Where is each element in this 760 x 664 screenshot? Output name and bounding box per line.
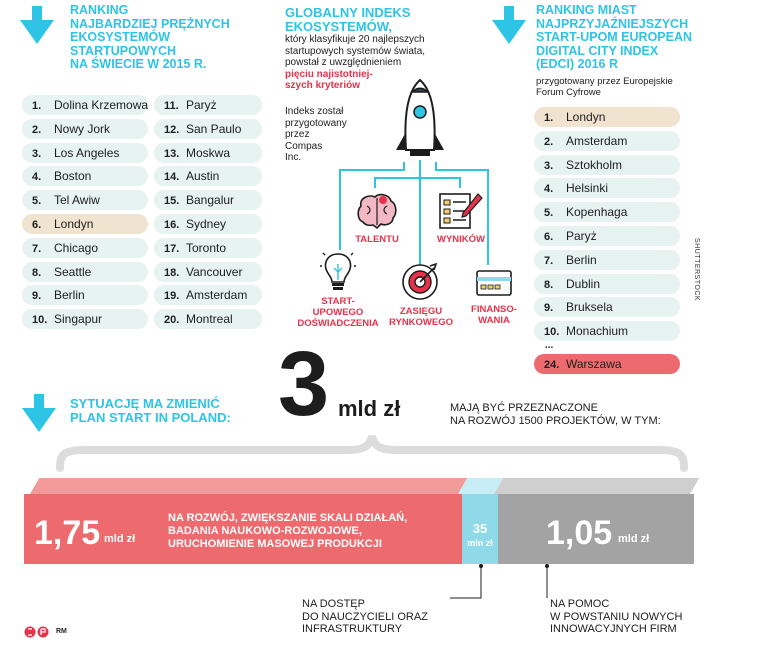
bar1-value: 1,75: [34, 514, 101, 552]
ranking-number: 4.: [544, 183, 554, 196]
ranking-number: 3.: [32, 147, 42, 160]
ranking-city: Monachium: [566, 324, 629, 339]
ranking-city: Londyn: [566, 110, 606, 124]
ranking-row: [154, 143, 262, 163]
ranking-number: 1.: [32, 100, 42, 112]
ranking-number: 6.: [32, 219, 42, 231]
left-ranking-title: RANKING NAJBARDZIEJ PRĘŻNYCH EKOSYSTEMÓW STARTUPOWYCH NA ŚWIECIE W 2015 R.: [70, 3, 230, 71]
ranking-number: 7.: [32, 242, 42, 255]
ranking-city: San Paulo: [186, 121, 242, 136]
ranking-city: Montreal: [186, 312, 233, 327]
ranking-city: Singapur: [54, 312, 103, 327]
ranking-number: 13.: [164, 147, 180, 160]
ranking-row: [534, 131, 680, 151]
criterion-market: ZASIĘGU RYNKOWEGO: [388, 306, 454, 328]
ranking-number: 3.: [544, 159, 554, 172]
ranking-row: [154, 285, 262, 305]
bottom-title: SYTUACJĘ MA ZMIENIĆ PLAN START IN POLAND:: [70, 396, 231, 425]
bar2-value: 35: [472, 521, 488, 536]
ranking-city: Seattle: [54, 264, 92, 279]
ranking-city: Sydney: [186, 217, 227, 231]
ranking-city: Berlin: [566, 252, 597, 267]
right-ranking-title: RANKING MIAST NAJPRZYJAŹNIEJSZYCH START-UPOM EUROPEAN DIGITAL CITY INDEX (EDCI) 2016 R: [536, 3, 693, 71]
ranking-number: 8.: [32, 266, 42, 279]
bar2-unit: mln zł: [467, 538, 493, 548]
ranking-row: [22, 285, 148, 305]
criterion-finance: FINANSO- WANIA: [471, 304, 517, 326]
ranking-row: [534, 250, 680, 270]
ranking-number: 5.: [32, 195, 42, 208]
ranking-city: Helsinki: [566, 181, 609, 196]
ranking-city: Moskwa: [186, 145, 231, 160]
ranking-number: 19.: [164, 290, 180, 303]
bar3-unit: mld zł: [618, 533, 650, 545]
ranking-city: Londyn: [54, 217, 94, 231]
ranking-city: Berlin: [54, 288, 85, 303]
ranking-row: [22, 95, 148, 115]
ranking-row: [22, 262, 148, 282]
arrow-down-icon: [22, 394, 56, 432]
criterion-experience: START- UPOWEGO DOŚWIADCZENIA: [297, 296, 379, 329]
note-infrastructure: NA DOSTĘP DO NAUCZYCIELI ORAZ INFRASTRUKTURY: [302, 598, 428, 635]
ranking-row-poland: 24. Warszawa: [534, 354, 680, 374]
ranking-number: 1.: [544, 112, 554, 124]
ranking-row: [22, 166, 148, 186]
bar-top-edge: [24, 472, 694, 494]
ranking-row: [534, 155, 680, 175]
ranking-number: 16.: [164, 219, 180, 231]
ranking-number: 10.: [32, 314, 48, 327]
target-icon: [400, 262, 440, 302]
ranking-row: [22, 238, 148, 258]
middle-prepared-by: Indeks został przygotowany przez Compas Inc.: [285, 106, 347, 163]
ranking-row: [534, 321, 680, 341]
ranking-city: Bangalur: [186, 193, 235, 208]
bar1-unit: mld zł: [104, 533, 136, 545]
ranking-row: [534, 202, 680, 222]
brace-shape: [56, 432, 688, 472]
middle-title: GLOBALNY INDEKS EKOSYSTEMÓW,: [285, 5, 411, 34]
photo-credit: SHUTTERSTOCK: [693, 238, 700, 302]
ranking-row: [22, 190, 148, 210]
ranking-row: [154, 262, 262, 282]
ranking-number: 10.: [544, 326, 560, 339]
ranking-city: Sztokholm: [566, 157, 623, 172]
criterion-results: WYNIKÓW: [436, 234, 486, 245]
ranking-row: [154, 238, 262, 258]
ranking-city: Dolina Krzemowa: [54, 98, 149, 112]
author-initials: RM: [56, 628, 67, 635]
ranking-city: Los Angeles: [54, 145, 120, 160]
lightbulb-icon: [320, 250, 356, 294]
ranking-number: 6.: [544, 231, 554, 243]
ranking-city: Amsterdam: [186, 288, 248, 303]
ranking-number: 8.: [544, 278, 554, 291]
ranking-row: [534, 178, 680, 198]
ranking-number: 11.: [164, 100, 179, 112]
ranking-row: [22, 309, 148, 329]
right-ranking-subtitle: przygotowany przez Europejskie Forum Cyfrowe: [536, 76, 673, 98]
middle-description: który klasyfikuje 20 najlepszych startupowych systemów świata, powstał z uwzględnieniem pięciu najistotniej- szych kryteriów: [285, 34, 426, 91]
ranking-number: 2.: [544, 135, 554, 148]
ranking-row: [154, 95, 262, 115]
brain-icon: [355, 192, 399, 230]
ranking-number: 4.: [32, 171, 42, 184]
ranking-row: [22, 119, 148, 139]
checklist-icon: [438, 190, 484, 230]
bar3-value: 1,05: [546, 514, 613, 552]
ranking-row: [154, 214, 262, 234]
ranking-city: Paryż: [566, 229, 597, 243]
ranking-number: 14.: [164, 171, 180, 184]
note-innovation: NA POMOC W POWSTANIU NOWYCH INNOWACYJNYCH FIRM: [550, 598, 683, 635]
criterion-talent: TALENTU: [355, 234, 399, 245]
ranking-number: 18.: [164, 266, 180, 279]
ranking-row: [534, 226, 680, 246]
ranking-ellipsis: ...: [545, 340, 554, 351]
ranking-number: 2.: [32, 123, 42, 136]
ranking-row: [154, 309, 262, 329]
ranking-city: Austin: [186, 169, 220, 184]
ranking-number: 15.: [164, 195, 180, 208]
ranking-row: [22, 143, 148, 163]
ranking-city: Bruksela: [566, 300, 613, 315]
ranking-city: Toronto: [186, 240, 227, 255]
total-amount-number: 3: [278, 333, 330, 435]
ranking-row: [534, 107, 680, 127]
ranking-row: [22, 214, 148, 234]
ranking-city: Tel Awiw: [54, 193, 100, 208]
ranking-row: [154, 190, 262, 210]
arrow-down-icon: [492, 6, 526, 44]
ranking-number: 17.: [164, 242, 180, 255]
ranking-row: [534, 297, 680, 317]
ranking-row: [534, 274, 680, 294]
ranking-city: Dublin: [566, 276, 601, 291]
total-amount-description: MAJĄ BYĆ PRZEZNACZONE NA ROZWÓJ 1500 PROJEKTÓW, W TYM:: [450, 402, 661, 427]
ranking-row: [154, 119, 262, 139]
ranking-number: 20.: [164, 314, 180, 327]
total-amount-unit: mld zł: [338, 396, 401, 421]
ranking-city: Kopenhaga: [566, 205, 628, 220]
ranking-city: Vancouver: [186, 264, 243, 279]
arrow-down-icon: [20, 6, 54, 44]
ranking-city: Chicago: [54, 240, 99, 255]
ranking-number: 7.: [544, 254, 554, 267]
ranking-number: 5.: [544, 207, 554, 220]
ranking-city: Boston: [54, 169, 92, 184]
ranking-number: 9.: [544, 302, 554, 315]
ranking-number: 12.: [164, 123, 180, 136]
ranking-city: Nowy Jork: [54, 121, 111, 136]
publisher-logo-icon: [24, 626, 50, 638]
ranking-number: 9.: [32, 290, 42, 303]
bar1-description: NA ROZWÓJ, ZWIĘKSZANIE SKALI DZIAŁAŃ, BADANIA NAUKOWO-ROZWOJOWE, URUCHOMIENIE MASOWEJ PRODUKCJI: [168, 512, 408, 550]
credit-card-icon: [476, 270, 512, 296]
ranking-row: [154, 166, 262, 186]
ranking-city: Paryż: [186, 98, 217, 112]
ranking-city: Amsterdam: [566, 133, 628, 148]
rocket-icon: [396, 80, 444, 156]
